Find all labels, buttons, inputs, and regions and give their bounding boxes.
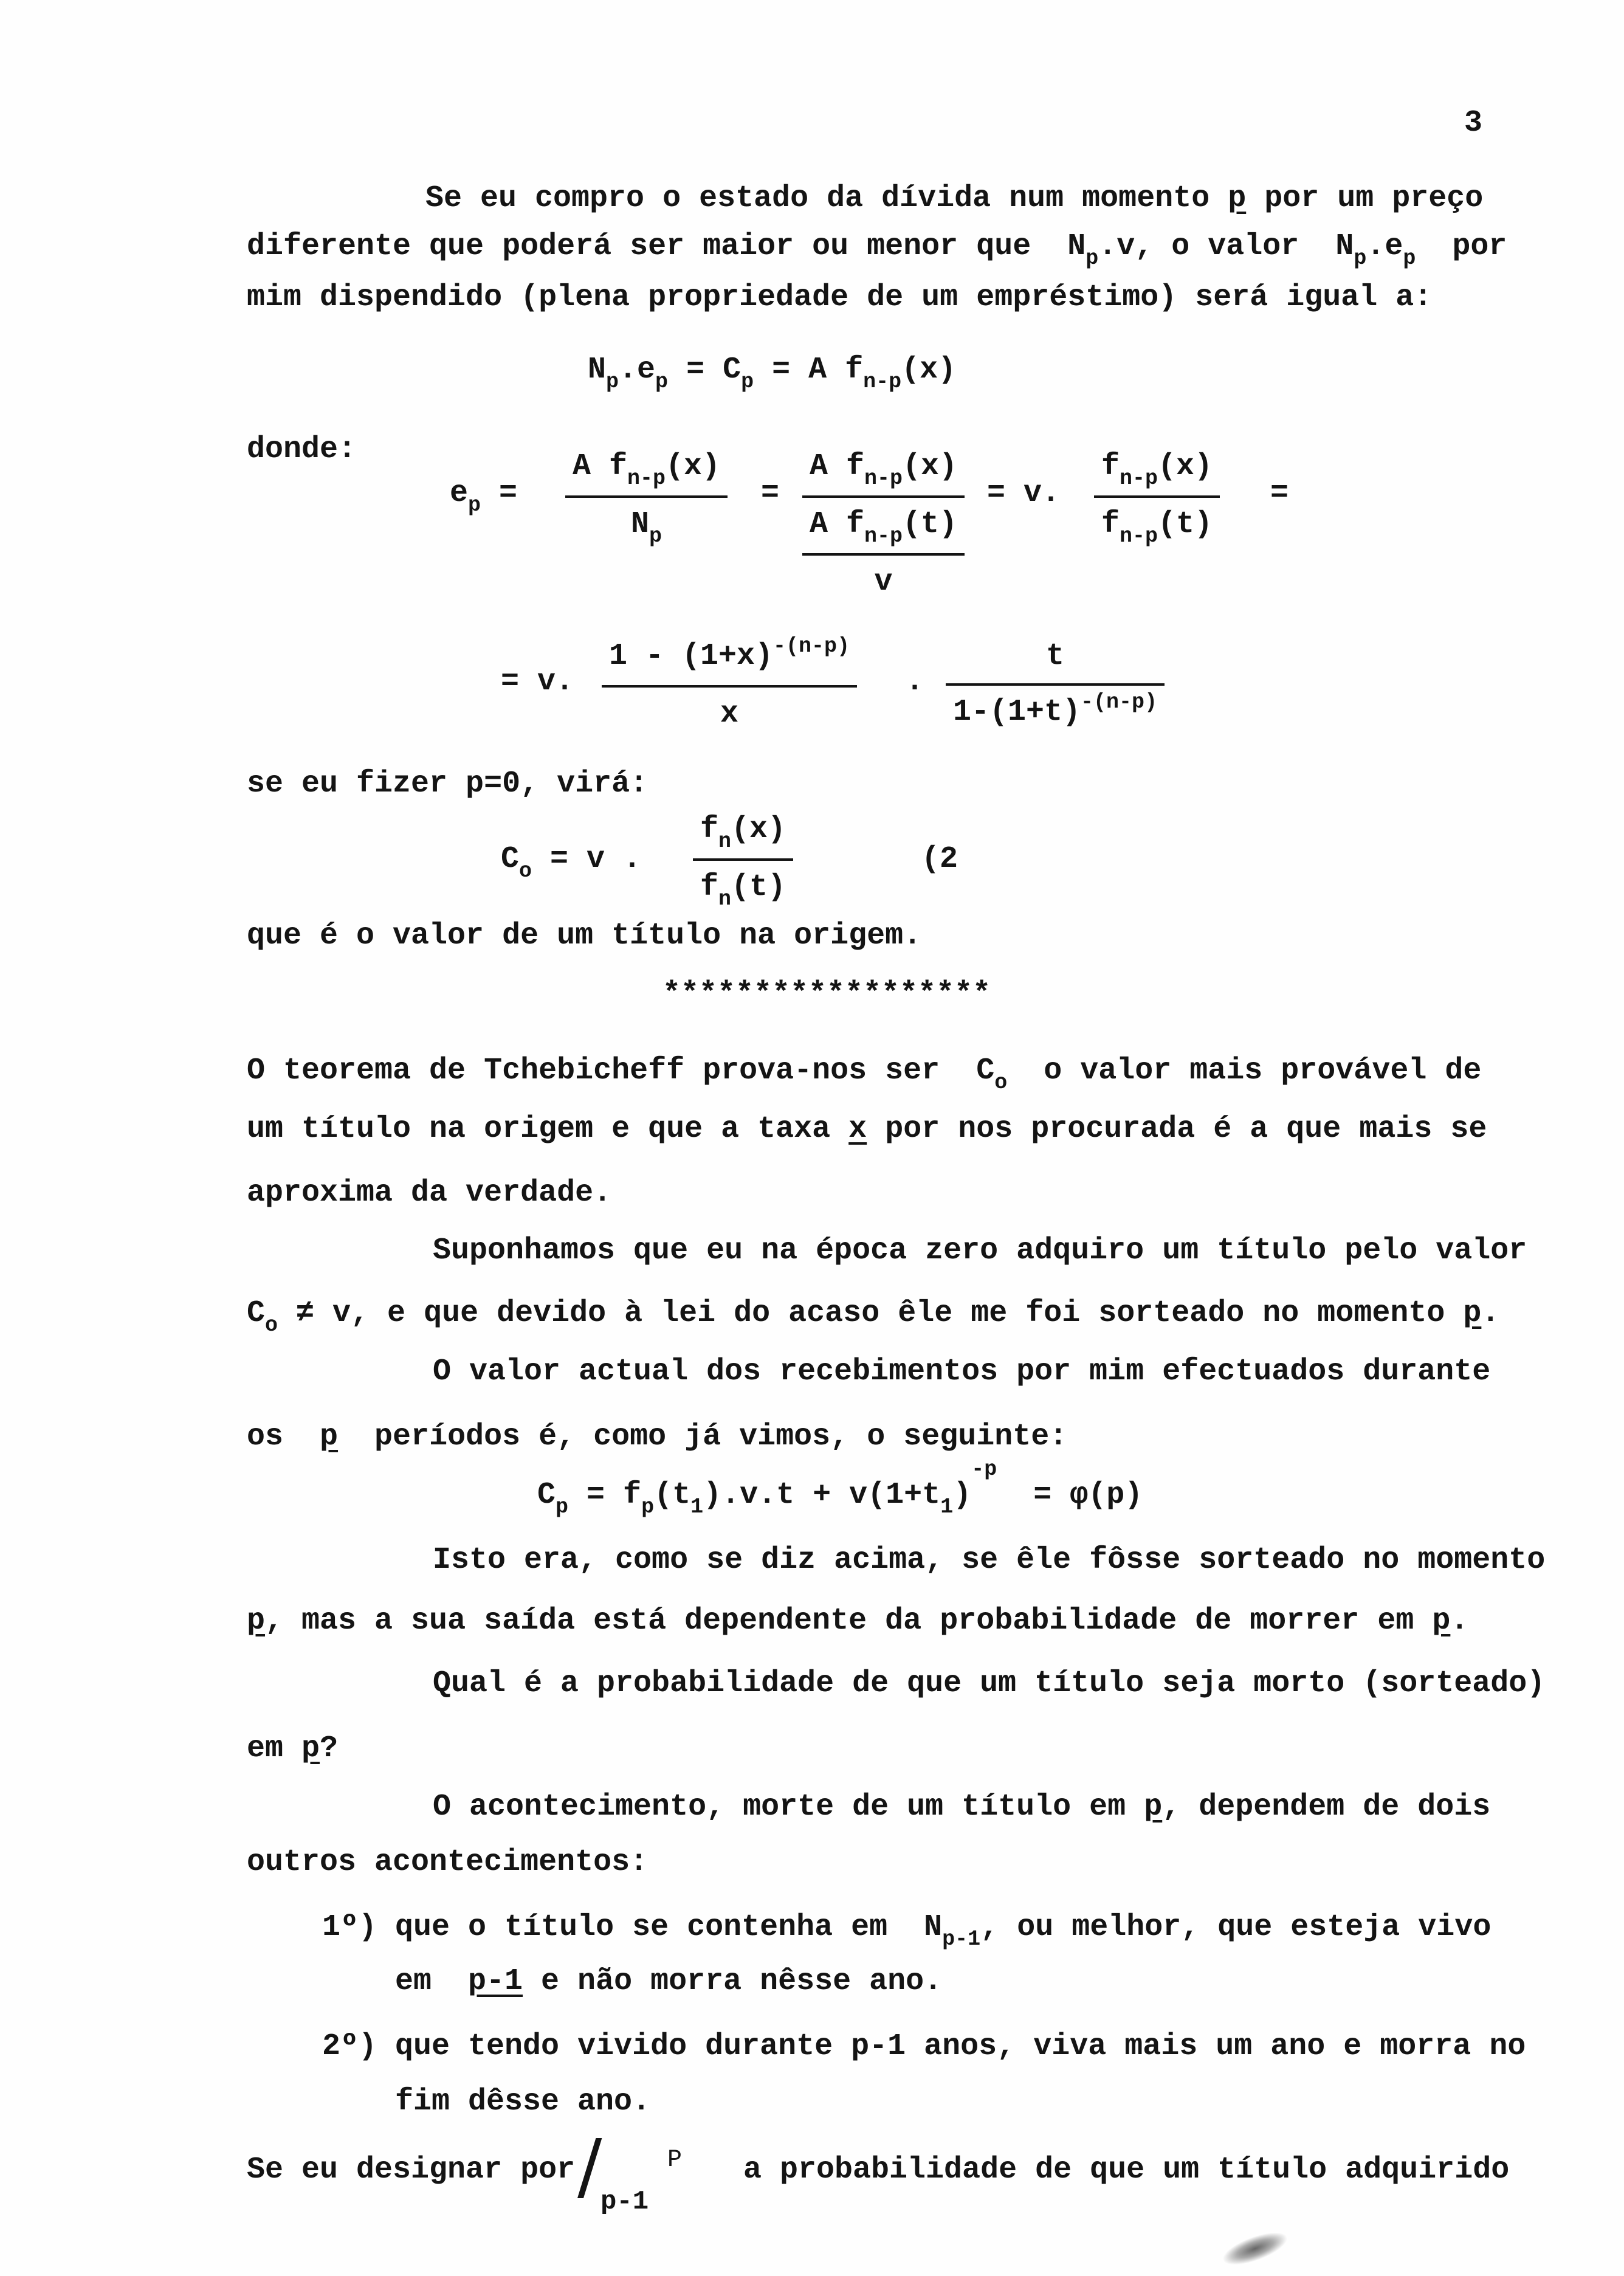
text-segment: A f xyxy=(810,449,865,484)
multiplication-dot: . xyxy=(906,664,924,699)
fraction-denominator: v xyxy=(802,553,965,601)
text-segment: em xyxy=(247,1731,302,1766)
fraction-numerator xyxy=(693,812,793,858)
fraction-denominator: x xyxy=(602,685,857,733)
text-segment: f xyxy=(1101,449,1120,484)
underlined-variable: p xyxy=(301,1731,320,1766)
paragraph-line: aproxima da verdade. xyxy=(247,1176,612,1210)
underlined-variable: p xyxy=(320,1419,339,1454)
text-segment: (x) xyxy=(666,449,721,484)
paragraph-line: Isto era, como se diz acima, se êle fôsse sorteado no momento xyxy=(433,1543,1546,1578)
superscript: -(n-p) xyxy=(773,634,850,658)
paragraph-line xyxy=(247,229,1507,271)
equation-operator: = v. xyxy=(501,664,574,699)
equals-sign: = xyxy=(761,476,780,511)
text-segment: (t) xyxy=(731,870,786,905)
text-segment: = xyxy=(481,476,518,511)
text-segment: = C xyxy=(668,353,741,387)
text-segment: (x) xyxy=(901,353,957,387)
fraction-numerator xyxy=(565,449,728,495)
text-segment: o valor mais provável de xyxy=(1007,1054,1482,1088)
subscript: p xyxy=(655,370,669,394)
fraction-denominator xyxy=(693,858,793,911)
subscript: p xyxy=(741,370,754,394)
subscript: p xyxy=(556,1495,569,1519)
fraction-denominator xyxy=(1094,495,1220,548)
text-segment: (t xyxy=(654,1478,691,1512)
fraction xyxy=(946,638,1165,733)
text-segment: f xyxy=(700,812,719,847)
text-segment: ≠ v, e que devido à lei do acaso êle me foi sorteado no momento xyxy=(278,1296,1464,1331)
text-segment: , ou melhor, que esteja vivo xyxy=(980,1910,1492,1945)
subscript: 1 xyxy=(940,1495,954,1519)
equation-lhs xyxy=(501,841,642,883)
text-segment: ) xyxy=(953,1478,972,1512)
text-segment: e não morra nêsse ano. xyxy=(523,1964,943,1999)
text-segment: por um preço xyxy=(1246,181,1484,216)
fraction xyxy=(1094,449,1220,548)
text-segment: N xyxy=(588,353,607,387)
text-segment: um título na origem e que a taxa xyxy=(247,1112,849,1147)
paragraph-line: O valor actual dos recebimentos por mim efectuados durante xyxy=(433,1354,1491,1389)
text-segment: = f xyxy=(568,1478,642,1512)
text-segment: (x) xyxy=(903,449,958,484)
subscript: o xyxy=(994,1071,1008,1095)
paragraph-line: outros acontecimentos: xyxy=(247,1845,649,1880)
subscript: p xyxy=(1086,246,1099,271)
text-segment: períodos é, como já vimos, o seguinte: xyxy=(338,1419,1068,1454)
paragraph-line: mim dispendido (plena propriedade de um empréstimo) será igual a: xyxy=(247,280,1433,315)
underlined-variable: p xyxy=(1432,1604,1451,1638)
paragraph-line: donde: xyxy=(247,432,357,467)
underlined-variable: p-1 xyxy=(468,1964,523,1999)
subscript: p xyxy=(1403,246,1416,271)
subscript: n-p xyxy=(1120,524,1158,548)
paragraph-line: Qual é a probabilidade de que um título seja morto (sorteado) xyxy=(433,1666,1546,1701)
fraction-numerator xyxy=(602,634,857,685)
subscript: n xyxy=(718,829,732,853)
text-segment: A f xyxy=(573,449,628,484)
paragraph-line: se eu fizer p=0, virá: xyxy=(247,767,649,801)
paragraph-line: a probabilidade de que um título adquirido xyxy=(743,2153,1510,2187)
probability-slash-symbol: / xyxy=(577,2125,602,2209)
underlined-variable: p xyxy=(1144,1790,1163,1824)
text-segment: (t) xyxy=(903,507,958,542)
text-segment: diferente que poderá ser maior ou menor que N xyxy=(247,229,1086,264)
subscript: p xyxy=(1354,246,1367,271)
text-segment: 1 - (1+x) xyxy=(609,639,774,674)
text-segment: os xyxy=(247,1419,320,1454)
subscript: o xyxy=(265,1313,278,1337)
compound-fraction xyxy=(802,449,965,601)
fraction-numerator xyxy=(802,449,965,495)
equation-lhs xyxy=(450,475,518,517)
text-segment: (t) xyxy=(1158,507,1213,542)
fraction-denominator xyxy=(946,683,1165,733)
text-segment: . xyxy=(1450,1604,1469,1638)
text-segment: por nos procurada é a que mais se xyxy=(867,1112,1487,1147)
text-segment: O teorema de Tchebicheff prova-nos ser C xyxy=(247,1054,995,1088)
slash-subscript: p-1 xyxy=(600,2187,649,2217)
paragraph-line xyxy=(247,1419,1067,1455)
superscript: -p xyxy=(971,1457,997,1481)
paragraph-line xyxy=(425,181,1483,217)
equation-operator: = v. xyxy=(987,476,1061,511)
fraction xyxy=(602,634,857,733)
paragraph-line xyxy=(247,1111,1487,1148)
nested-fraction xyxy=(802,495,965,601)
text-segment: f xyxy=(1101,507,1120,542)
list-item xyxy=(322,1909,1492,1951)
text-segment: , dependem de dois xyxy=(1162,1790,1491,1824)
fraction-numerator xyxy=(802,506,965,553)
text-segment: ).v.t + v(1+t xyxy=(703,1478,941,1512)
subscript: n-p xyxy=(1120,466,1158,491)
section-separator: ****************** xyxy=(662,977,991,1012)
subscript: o xyxy=(519,859,532,883)
subscript: n-p xyxy=(863,370,902,394)
subscript: p xyxy=(606,370,619,394)
text-segment: Se eu compro o estado da dívida num momento xyxy=(425,181,1228,216)
paragraph-line xyxy=(247,1295,1500,1337)
fraction xyxy=(693,812,793,911)
scan-smudge xyxy=(1220,2226,1290,2271)
underlined-variable: p xyxy=(1463,1296,1482,1331)
paragraph-line xyxy=(247,1053,1482,1095)
subscript: p xyxy=(468,493,481,517)
text-segment: . xyxy=(1481,1296,1500,1331)
equals-sign: = xyxy=(1270,476,1289,511)
text-segment: ? xyxy=(320,1731,339,1766)
equation xyxy=(588,352,957,394)
fraction-numerator xyxy=(1094,449,1220,495)
text-segment: (x) xyxy=(731,812,786,847)
probability-symbol: P xyxy=(667,2147,683,2174)
paragraph-line xyxy=(247,1731,338,1767)
list-item-continuation: fim dêsse ano. xyxy=(395,2085,651,2119)
equation xyxy=(537,1457,1143,1519)
fraction xyxy=(565,449,728,548)
text-segment: 1-(1+t) xyxy=(953,695,1081,729)
text-segment: .v, o valor N xyxy=(1098,229,1354,264)
text-segment: .e xyxy=(1366,229,1403,264)
subscript: n-p xyxy=(627,466,666,491)
list-item-continuation xyxy=(395,1964,942,2000)
text-segment: , mas a sua saída está dependente da probabilidade de morrer em xyxy=(265,1604,1433,1638)
paragraph-line xyxy=(247,1603,1468,1640)
text-segment: .e xyxy=(619,353,656,387)
superscript: -(n-p) xyxy=(1081,690,1158,714)
text-segment: A f xyxy=(810,507,865,542)
subscript: p xyxy=(649,524,662,548)
equation-number: (2 xyxy=(921,842,958,877)
text-segment: 1º) que o título se contenha em N xyxy=(322,1910,943,1945)
text-segment: C xyxy=(247,1296,266,1331)
paragraph-line: Suponhamos que eu na época zero adquiro um título pelo valor xyxy=(433,1233,1527,1268)
text-segment: e xyxy=(450,476,469,511)
paragraph-line xyxy=(433,1789,1490,1826)
text-segment: (x) xyxy=(1158,449,1213,484)
text-segment: N xyxy=(631,507,650,542)
fraction-denominator xyxy=(565,495,728,548)
text-segment: por xyxy=(1416,229,1507,264)
text-segment: em xyxy=(395,1964,469,1999)
text-segment: = A f xyxy=(754,353,864,387)
text-segment: f xyxy=(700,870,719,905)
list-item: 2º) que tendo vivido durante p-1 anos, viva mais um ano e morra no xyxy=(322,2029,1526,2064)
text-segment: C xyxy=(537,1478,556,1512)
text-segment: O acontecimento, morte de um título em xyxy=(433,1790,1144,1824)
text-segment: = φ(p) xyxy=(997,1478,1143,1512)
paragraph-line: que é o valor de um título na origem. xyxy=(247,919,922,953)
subscript: 1 xyxy=(690,1495,704,1519)
fraction-numerator: t xyxy=(1046,639,1065,674)
subscript: p xyxy=(641,1495,655,1519)
paragraph-line: Se eu designar por xyxy=(247,2153,576,2187)
subscript: p-1 xyxy=(942,1927,981,1951)
subscript: n-p xyxy=(864,524,903,548)
subscript: n xyxy=(718,887,732,911)
underlined-variable: x xyxy=(848,1112,867,1147)
text-segment: = v . xyxy=(532,842,642,877)
underlined-variable: p xyxy=(1228,181,1247,216)
underlined-variable: p xyxy=(247,1604,266,1638)
subscript: n-p xyxy=(864,466,903,491)
page-number: 3 xyxy=(1464,106,1483,140)
text-segment: C xyxy=(501,842,520,877)
